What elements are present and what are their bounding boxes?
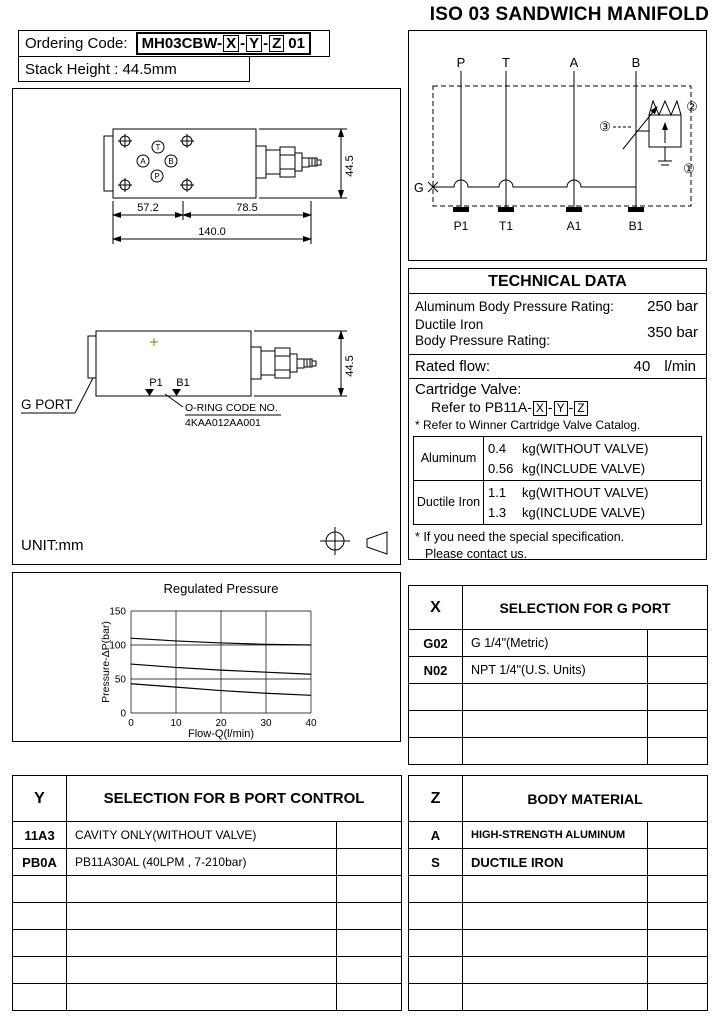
schematic-port-a: A <box>569 55 579 70</box>
z-selection-table <box>408 775 708 1011</box>
page-title: ISO 03 SANDWICH MANIFOLD <box>429 4 709 25</box>
special-spec-note-line1: * If you need the special specification. <box>415 530 625 545</box>
option-desc: PB11A30AL (40LPM , 7-210bar) <box>67 849 337 876</box>
port-t-label: T <box>155 143 161 152</box>
schematic-port-p1: P1 <box>453 219 469 233</box>
option-desc <box>463 957 648 984</box>
projection-symbol-icons <box>320 527 387 555</box>
cartridge-sep2: - <box>568 399 574 416</box>
callout-3: ③ <box>599 119 611 134</box>
option-code <box>409 930 463 957</box>
unit-label: UNIT:mm <box>21 537 84 554</box>
y-table-header <box>13 776 402 822</box>
x-table-row <box>409 630 708 657</box>
option-desc <box>67 984 337 1011</box>
y-table-row <box>13 822 402 849</box>
option-code <box>13 930 67 957</box>
z-table-key: Z <box>409 776 463 822</box>
option-desc <box>463 711 648 738</box>
p1-arrow-icon <box>145 389 154 396</box>
weight-value: 0.4 <box>488 441 507 457</box>
z-table-row <box>409 984 708 1011</box>
center-mark-icon <box>150 338 158 346</box>
x-table-row <box>409 657 708 684</box>
option-extra <box>648 822 708 849</box>
option-code <box>409 984 463 1011</box>
option-code: S <box>409 849 463 876</box>
rated-flow-row <box>409 355 706 379</box>
option-desc <box>67 930 337 957</box>
z-table-row <box>409 957 708 984</box>
option-extra <box>648 684 708 711</box>
cartridge-valve-title: Cartridge Valve: <box>415 381 522 399</box>
top-view-labels <box>137 143 356 238</box>
cartridge-valve-note: * Refer to Winner Cartridge Valve Catalog. <box>415 418 641 433</box>
code-sep2: - <box>263 35 269 52</box>
option-extra <box>648 903 708 930</box>
chart-panel <box>12 572 401 742</box>
option-extra <box>337 957 402 984</box>
option-code: A <box>409 822 463 849</box>
y-table-key: Y <box>13 776 67 822</box>
technical-drawing <box>13 89 400 564</box>
z-table-title: BODY MATERIAL <box>463 776 708 822</box>
option-code <box>13 876 67 903</box>
option-extra <box>648 630 708 657</box>
port-a-label: A <box>140 157 146 166</box>
option-desc <box>67 903 337 930</box>
aluminum-pressure-label: Aluminum Body Pressure Rating: <box>415 298 614 314</box>
cartridge-valve-reference <box>415 399 700 416</box>
option-desc <box>463 930 648 957</box>
technical-data-panel <box>408 268 707 560</box>
z-table-row <box>409 903 708 930</box>
port-b-label: B <box>168 157 174 166</box>
iron-pressure-value: 350 bar <box>647 324 698 342</box>
y-table-row <box>13 903 402 930</box>
cartridge-sep1: - <box>547 399 553 416</box>
option-desc: DUCTILE IRON <box>463 849 648 876</box>
weight-value: 1.1 <box>488 485 507 501</box>
option-desc <box>463 876 648 903</box>
option-extra <box>648 930 708 957</box>
y-selection-table <box>12 775 402 1011</box>
option-desc: CAVITY ONLY(WITHOUT VALVE) <box>67 822 337 849</box>
y-table-row <box>13 849 402 876</box>
weight-unit: kg(WITHOUT VALVE) <box>522 441 649 457</box>
cartridge-valve-section <box>409 379 706 436</box>
adjust-arrow-icon <box>623 107 657 149</box>
special-spec-note <box>409 525 706 560</box>
chart-title: Regulated Pressure <box>163 581 279 596</box>
chart-xtick-label: 10 <box>170 718 182 729</box>
technical-data-title: TECHNICAL DATA <box>409 269 706 294</box>
code-suffix: 01 <box>288 35 305 52</box>
special-spec-note-line2: Please contact us. <box>425 546 528 560</box>
option-desc <box>463 984 648 1011</box>
option-code <box>409 711 463 738</box>
schematic-port-p: P <box>456 55 466 70</box>
option-code: N02 <box>409 657 463 684</box>
option-code <box>409 738 463 765</box>
regulated-pressure-chart <box>13 573 400 741</box>
chart-xtick-label: 30 <box>260 718 272 729</box>
x-table-row <box>409 711 708 738</box>
schematic-port-t1: T1 <box>498 219 514 233</box>
option-code <box>13 957 67 984</box>
spring-icon <box>649 101 681 115</box>
ordering-code-label: Ordering Code: <box>25 35 128 52</box>
chart-xtick-label: 40 <box>305 718 317 729</box>
weight-table <box>413 436 702 525</box>
z-table-header <box>409 776 708 822</box>
hydraulic-schematic <box>409 31 706 260</box>
chart-ytick-label: 100 <box>109 640 126 652</box>
weight-row-ductile-iron <box>414 480 701 524</box>
option-extra <box>337 984 402 1011</box>
option-code: G02 <box>409 630 463 657</box>
code-prefix: MH03CBW- <box>141 35 223 52</box>
option-extra <box>648 711 708 738</box>
option-desc <box>463 684 648 711</box>
iron-pressure-label-line1: Ductile Iron <box>415 317 484 332</box>
option-desc <box>463 903 648 930</box>
oring-code-label: O-RING CODE NO. <box>185 402 278 414</box>
schematic-port-t: T <box>502 55 510 70</box>
aluminum-pressure-value: 250 bar <box>647 298 698 315</box>
dim-44-5-front: 44.5 <box>344 355 356 377</box>
cartridge-ref-prefix: Refer to PB11A- <box>431 399 532 416</box>
option-desc: G 1/4"(Metric) <box>463 630 648 657</box>
ordering-code-row <box>18 30 330 57</box>
z-table-row <box>409 849 708 876</box>
x-table-title: SELECTION FOR G PORT <box>463 586 708 630</box>
dim-44-5-top: 44.5 <box>344 155 356 177</box>
x-table-row <box>409 684 708 711</box>
code-x: X <box>223 35 239 52</box>
chart-xtick-label: 0 <box>128 718 134 729</box>
p1-label: P1 <box>149 377 163 389</box>
relief-valve-symbol <box>613 101 681 165</box>
y-table-row <box>13 957 402 984</box>
x-table-row <box>409 738 708 765</box>
code-z: Z <box>269 35 284 52</box>
weight-value: 0.56 <box>488 460 514 476</box>
weight-row-aluminum <box>414 437 701 480</box>
y-table-title: SELECTION FOR B PORT CONTROL <box>67 776 402 822</box>
weight-unit: kg(INCLUDE VALVE) <box>522 460 646 476</box>
iron-pressure-label <box>415 317 550 349</box>
weight-unit: kg(INCLUDE VALVE) <box>522 504 646 520</box>
code-y: Y <box>246 35 262 52</box>
option-desc <box>463 738 648 765</box>
option-extra <box>648 657 708 684</box>
g-gallery-line <box>433 180 636 187</box>
schematic-port-b: B <box>631 55 641 70</box>
b1-label: B1 <box>176 377 190 389</box>
option-desc <box>67 957 337 984</box>
option-code <box>409 876 463 903</box>
schematic-port-a1: A1 <box>566 219 582 233</box>
chart-xtick-label: 20 <box>215 718 227 729</box>
y-table-row <box>13 930 402 957</box>
option-desc: HIGH-STRENGTH ALUMINUM <box>463 822 648 849</box>
option-extra <box>337 822 402 849</box>
dim-140-0: 140.0 <box>198 226 226 238</box>
pressure-rating-section <box>409 294 706 355</box>
option-code <box>409 957 463 984</box>
option-code: PB0A <box>13 849 67 876</box>
option-desc: NPT 1/4"(U.S. Units) <box>463 657 648 684</box>
stack-height-row <box>18 56 250 82</box>
option-extra <box>337 903 402 930</box>
front-view-labels <box>21 355 356 554</box>
y-table-row <box>13 876 402 903</box>
option-code <box>409 684 463 711</box>
oring-code-value: 4KAA012AA001 <box>185 417 261 429</box>
drawing-panel <box>12 88 401 565</box>
callout-1: ① <box>683 161 695 176</box>
code-sep1: - <box>240 35 246 52</box>
dim-78-5: 78.5 <box>236 202 258 214</box>
cartridge-y: Y <box>554 401 568 416</box>
b1-arrow-icon <box>172 389 181 396</box>
y-table-row <box>13 984 402 1011</box>
option-extra <box>648 957 708 984</box>
z-table-row <box>409 876 708 903</box>
rated-flow-unit: l/min <box>664 358 696 376</box>
ordering-code-value <box>136 32 311 55</box>
option-extra <box>337 876 402 903</box>
schematic-port-b1: B1 <box>628 219 644 233</box>
option-code: 11A3 <box>13 822 67 849</box>
port-p-label: P <box>154 172 160 181</box>
x-table-header <box>409 586 708 630</box>
iron-pressure-label-line2: Body Pressure Rating: <box>415 333 551 349</box>
x-table-key: X <box>409 586 463 630</box>
weight-unit: kg(WITHOUT VALVE) <box>522 485 649 501</box>
option-extra <box>648 738 708 765</box>
option-code <box>409 903 463 930</box>
weight-value: 1.3 <box>488 504 507 520</box>
chart-ylabel: Pressure-ΔP(bar) <box>100 621 112 703</box>
option-extra <box>648 876 708 903</box>
cartridge-x: X <box>533 401 547 416</box>
callout-2: ② <box>686 99 698 114</box>
chart-ytick-label: 50 <box>114 674 126 686</box>
option-extra <box>648 849 708 876</box>
weight-material: Aluminum <box>414 437 484 480</box>
option-code <box>13 903 67 930</box>
rated-flow-label: Rated flow: <box>415 358 491 376</box>
option-desc <box>67 876 337 903</box>
option-extra <box>337 849 402 876</box>
g-port-label: G PORT <box>21 397 73 412</box>
stack-height-label: Stack Height : 44.5mm <box>25 60 177 78</box>
chart-xlabel: Flow-Q(l/min) <box>188 728 254 740</box>
option-code <box>13 984 67 1011</box>
dim-57-2: 57.2 <box>137 202 159 214</box>
x-selection-table <box>408 585 708 765</box>
option-extra <box>337 930 402 957</box>
weight-material: Ductile Iron <box>414 481 484 524</box>
schematic-panel <box>408 30 707 261</box>
z-table-row <box>409 822 708 849</box>
chart-ytick-label: 0 <box>120 708 126 720</box>
z-table-row <box>409 930 708 957</box>
port-pads <box>453 207 644 212</box>
chart-ytick-label: 150 <box>109 606 126 618</box>
rated-flow-value: 40 <box>633 358 651 376</box>
cartridge-z: Z <box>574 401 587 416</box>
schematic-g-label: G <box>414 181 424 195</box>
option-extra <box>648 984 708 1011</box>
